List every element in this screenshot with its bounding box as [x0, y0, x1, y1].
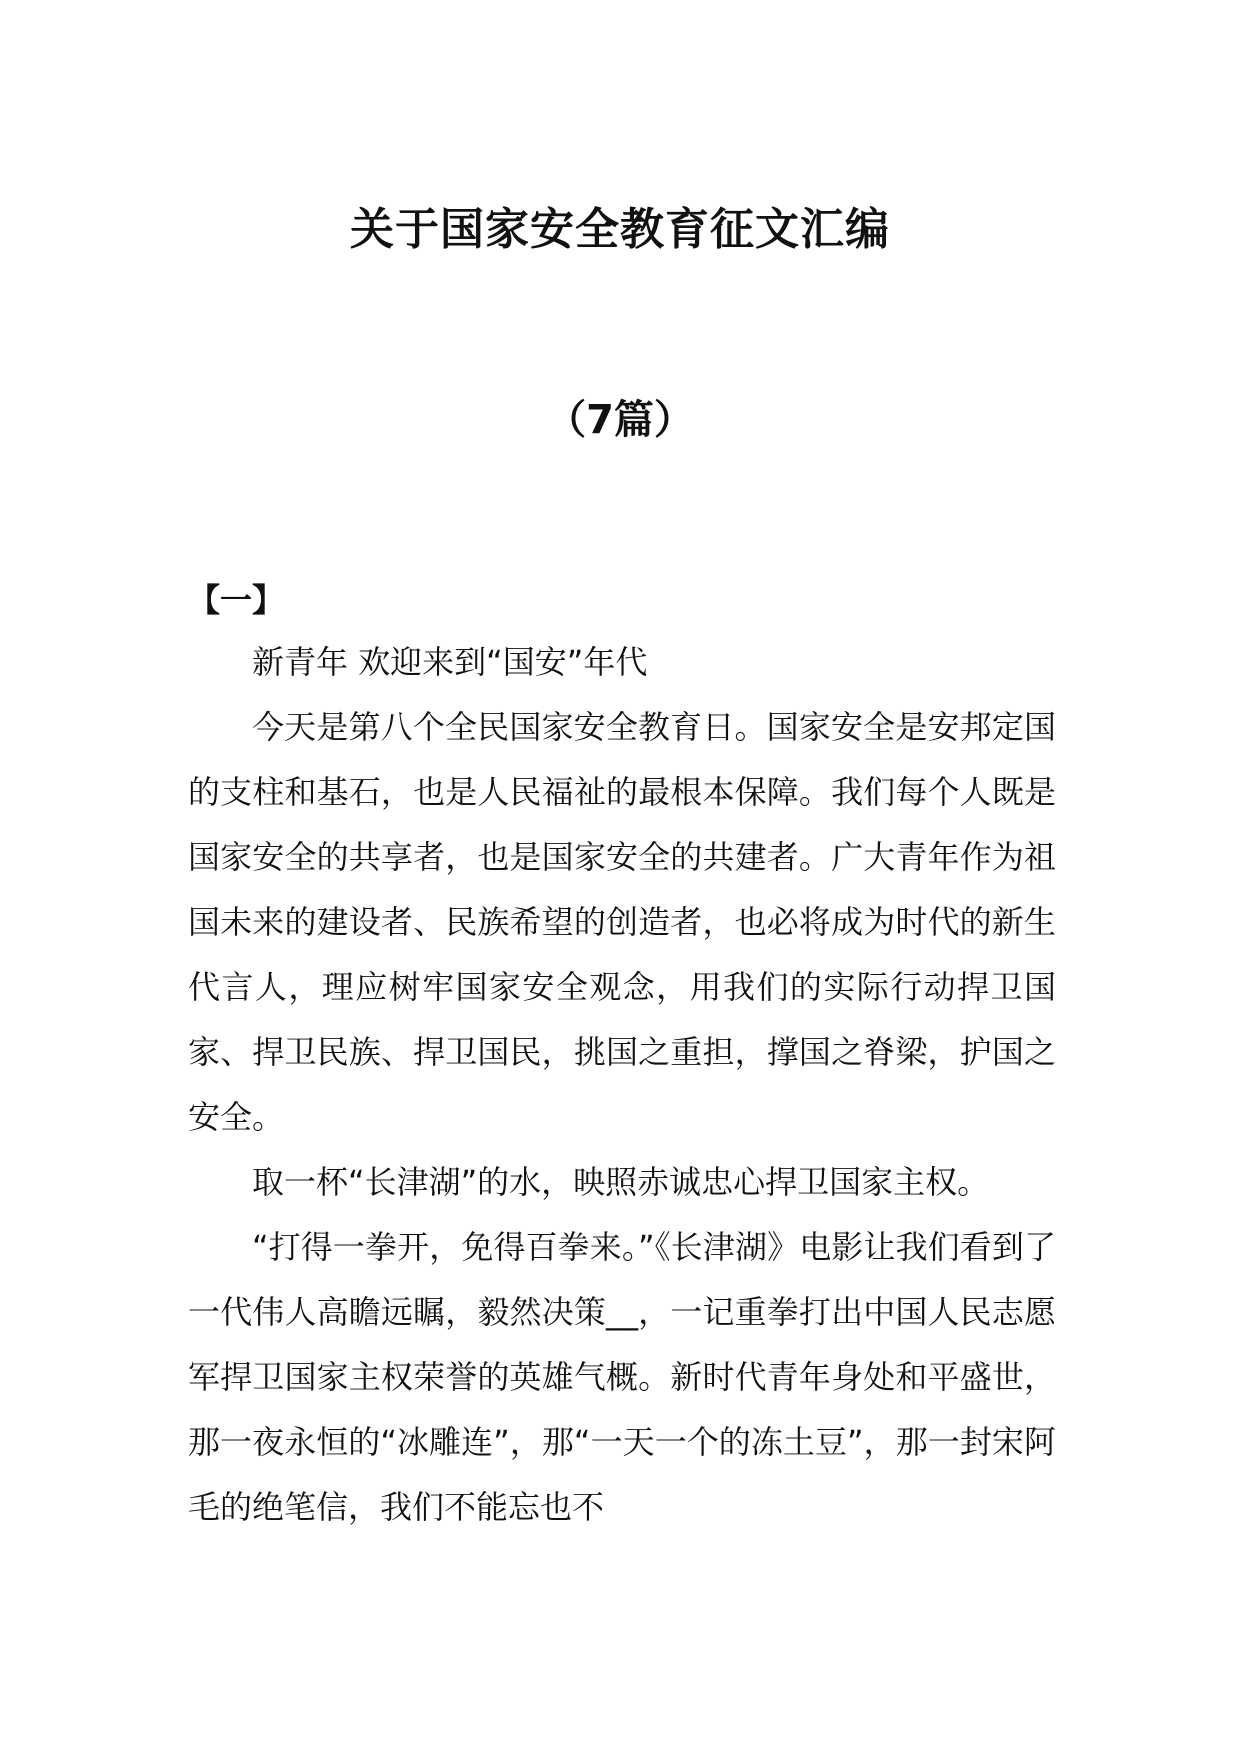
document-subtitle: （7篇）	[546, 397, 694, 443]
article-heading: 新青年 欢迎来到“国安”年代	[252, 643, 648, 681]
body-text	[188, 630, 1056, 1540]
document-title: 关于国家安全教育征文汇编	[350, 204, 890, 255]
paragraph: “打得一拳开，免得百拳来。”《长津湖》电影让我们看到了一代伟人高瞻远瞩，毅然决策__，一记重拳打出中国人民志愿军捍卫国家主权荣誉的英雄气概。新时代青年身处和平盛世，那一夜永恒的“冰雕连”，那“一天一个的冻土豆”，那一封宋阿毛的绝笔信，我们不能忘也不	[188, 1228, 1056, 1526]
paragraph: 取一杯“长津湖”的水，映照赤诚忠心捍卫国家主权。	[252, 1163, 990, 1201]
paragraph: 今天是第八个全民国家安全教育日。国家安全是安邦定国的支柱和基石，也是人民福祉的最根本保障。我们每个人既是国家安全的共享者，也是国家安全的共建者。广大青年作为祖国未来的建设者、民族希望的创造者，也必将成为时代的新生代言人，理应树牢国家安全观念，用我们的实际行动捍卫国家、捍卫民族、捍卫国民，挑国之重担，撑国之脊梁，护国之安全。	[188, 708, 1056, 1136]
section-label: 【一】	[188, 581, 285, 619]
